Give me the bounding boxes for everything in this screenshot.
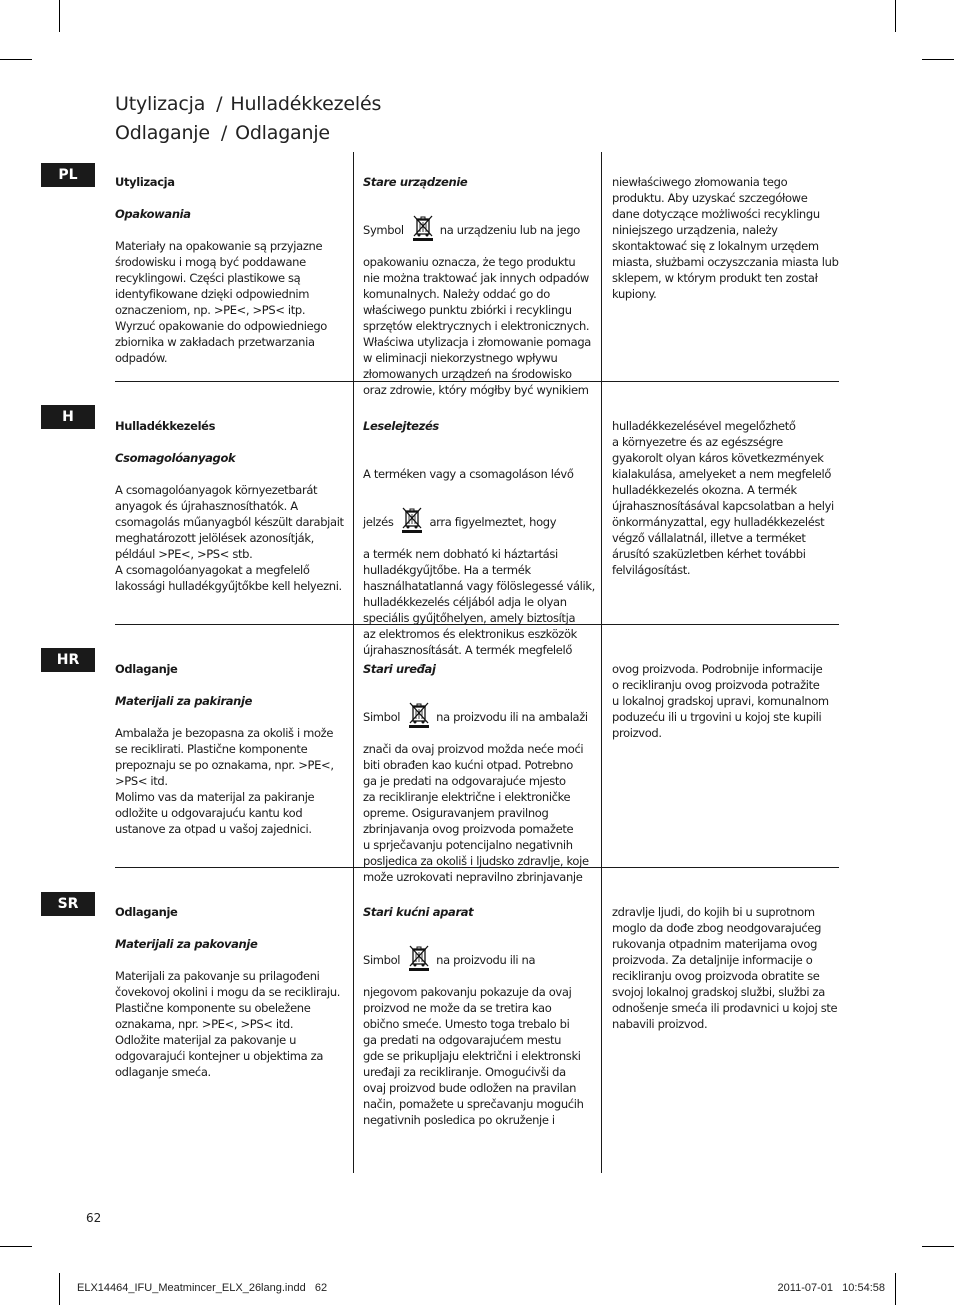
page-title-line-1: [115, 93, 381, 115]
section-heading: Utylizacja: [115, 175, 175, 189]
symbol-line: [363, 944, 597, 968]
section-h-col-3: [612, 402, 842, 594]
crop-mark-bottom-left-v: [59, 1273, 60, 1305]
crop-mark-top-left-h: [0, 59, 32, 60]
section-subheading: Csomagolóanyagok: [115, 451, 236, 465]
language-tag-h: H: [41, 405, 95, 429]
column-divider-1: [353, 152, 354, 1173]
page-number: 62: [86, 1211, 102, 1225]
section-hr-col-2: [363, 645, 597, 901]
footer-timestamp: 2011-07-01 10:54:58: [777, 1282, 885, 1294]
weee-bin-icon: [412, 214, 434, 242]
symbol-line: [363, 506, 597, 530]
section-heading: Hulladékkezelés: [115, 419, 216, 433]
page-title-line-2: [115, 122, 330, 144]
section-pl-col-2: [363, 158, 597, 414]
section-text: Materijali za pakovanje su prilagođeni čovekovoj okolini i mogu da se recikliraju. Plastične komponente su obeležene oznakama, npr. >PE<, >PS< itd. Odložite materijal za pakovanje u odgovarajući kontejner u objektima za odlaganje smeća.: [115, 969, 341, 1079]
weee-bin-icon: [401, 506, 423, 534]
symbol-lead-text: jelzés: [363, 515, 394, 529]
section-sr-col-2: [363, 888, 597, 1144]
section-intro: A terméken vagy a csomagoláson lévő: [363, 467, 574, 481]
symbol-lead-text: Symbol: [363, 223, 404, 237]
title-hulladekkezeles: Hulladékkezelés: [230, 93, 382, 115]
section-h-col-2: [363, 402, 597, 674]
weee-bin-icon: [408, 701, 430, 729]
section-pl-col-3: [612, 158, 842, 318]
section-pl-col-1: [115, 158, 347, 382]
footer-filename: ELX14464_IFU_Meatmincer_ELX_26lang.indd 62: [77, 1282, 328, 1294]
symbol-trail-text: na proizvodu ili na ambalaži: [436, 710, 588, 724]
crop-mark-top-right-h: [922, 59, 954, 60]
section-text: Materiały na opakowanie są przyjazne środowisku i mogą być poddawane recyklingowi. Części plastikowe są identyfikowane dzięki odpowiednim oznaczeniom, np. >PE<, >PS< itp. Wyrzuć opakowanie do odpowiedniego zbiornika w zakładach przetwarzania odpadów.: [115, 239, 327, 365]
symbol-trail-text: arra figyelmeztet, hogy: [429, 515, 557, 529]
section-text: ovog proizvoda. Podrobnije informacije o recikliranju ovog proizvoda potražite u lokalnoj gradskoj upravi, komunalnom poduzeću ili u trgovini u kojoj ste kupili proizvod.: [612, 662, 829, 740]
section-hr-col-1: [115, 645, 347, 853]
section-text: a termék nem dobható ki háztartási hulladékgyűjtőbe. Ha a termék használhatatlanná vagy fölöslegessé válik, hulladékkezelés céljából adja le olyan speciális gyűjtőhelyen, amely biztosítja az elektromos és elektronikus eszközök újrahasznosítását. A termék megfelelő: [363, 547, 595, 657]
symbol-trail-text: na urządzeniu lub na jego: [439, 223, 580, 237]
language-tag-pl: PL: [41, 163, 95, 187]
section-heading: Odlaganje: [115, 662, 178, 676]
section-h-col-1: [115, 402, 347, 610]
title-odlaganje-hr: Odlaganje: [115, 122, 210, 144]
title-odlaganje-sr: Odlaganje: [235, 122, 330, 144]
symbol-lead-text: Simbol: [363, 710, 401, 724]
symbol-line: [363, 701, 597, 725]
crop-mark-top-right-v: [895, 0, 896, 32]
section-subheading: Materijali za pakovanje: [115, 937, 258, 951]
crop-mark-bottom-right-v: [895, 1273, 896, 1305]
crop-mark-bottom-right-h: [922, 1246, 954, 1247]
title-separator: /: [220, 122, 228, 144]
section-text: opakowaniu oznacza, że tego produktu nie można traktować jak innych odpadów komunalnych. Należy oddać go do właściwego punktu zbiórki i recyklingu sprzętów elektrycznych i elektronicznych. Właściwa utylizacja i złomowanie pomaga w eliminacji niekorzystnego wpływu złomowanych urządzeń na środowisko oraz zdrowie, który mógłby być wynikiem: [363, 255, 591, 397]
section-text: znači da ovaj proizvod možda neće moći biti obrađen kao kućni otpad. Potrebno ga je predati na odgovarajuće mjesto za recikliranje električne i elektroničke opreme. Osiguravanjem pravilnog zbrinjavanja ovog proizvoda pomažete u sprječavanju potencijalno negativnih posljedica za okoliš i ljudsko zdravlje, koje može uzrokovati nepravilno zbrinjavanje: [363, 742, 589, 884]
section-subheading: Opakowania: [115, 207, 191, 221]
section-text: zdravlje ljudi, do kojih bi u suprotnom moglo da dođe zbog neodgovarajućeg rukovanja otpadnim materijama ovog proizvoda. Za detaljnije informacije o recikliranju ovog proizvoda obratite se svojoj lokalnoj gradskoj službi, službi za odnošenje smeća ili prodavnici u kojoj ste nabavili proizvod.: [612, 905, 838, 1031]
section-subheading: Leselejtezés: [363, 419, 439, 433]
section-sr-col-1: [115, 888, 347, 1096]
section-subheading: Stari kućni aparat: [363, 905, 474, 919]
section-subheading: Stare urządzenie: [363, 175, 468, 189]
language-tag-hr: HR: [41, 648, 95, 672]
column-divider-2: [601, 152, 602, 1173]
section-heading: Odlaganje: [115, 905, 178, 919]
section-hr-col-3: [612, 645, 842, 757]
section-subheading: Stari uređaj: [363, 662, 436, 676]
crop-mark-bottom-left-h: [0, 1246, 32, 1247]
weee-bin-icon: [408, 944, 430, 972]
symbol-trail-text: na proizvodu ili na: [436, 953, 536, 967]
section-subheading: Materijali za pakiranje: [115, 694, 253, 708]
symbol-line: [363, 214, 597, 238]
section-text: niewłaściwego złomowania tego produktu. Aby uzyskać szczegółowe dane dotyczące możliwości recyklingu niniejszego urządzenia, należy skontaktować się z lokalnym urzędem miasta, służbami oczyszczania miasta lub sklepem, w którym produkt ten został kupiony.: [612, 175, 839, 301]
section-text: hulladékkezelésével megelőzhető a környezetre és az egészségre gyakorolt olyan káros következmények kialakulása, amelyeket a nem megfelelő hulladékkezelés okozna. A termék újrahasznosításával kapcsolatban a helyi önkormányzattal, egy hulladékkezelést végző vállalatnál, illetve a terméket árusító szaküzletben kérhet további felvilágosítást.: [612, 419, 834, 577]
title-utylizacja: Utylizacja: [115, 93, 206, 115]
section-sr-col-3: [612, 888, 842, 1048]
section-text: njegovom pakovanju pokazuje da ovaj proizvod ne može da se tretira kao obično smeće. Umesto toga trebalo bi ga predati na odgovarajućem mestu gde se prikupljaju električni i elektronski uređaji za recikliranje. Omogućivši da ovaj proizvod bude odložen na pravilan način, pomažete u sprečavanju mogućih negativnih posledica po okruženje i: [363, 985, 584, 1127]
title-separator: /: [216, 93, 223, 115]
section-text: Ambalaža je bezopasna za okoliš i može se reciklirati. Plastične komponente prepoznaju se po oznakama, npr. >PE<, >PS< itd. Molimo vas da materijal za pakiranje odložite u odgovarajuću kantu kod ustanove za otpad u vašoj zajednici.: [115, 726, 334, 836]
language-tag-sr: SR: [41, 892, 95, 916]
crop-mark-top-left-v: [59, 0, 60, 32]
symbol-lead-text: Simbol: [363, 953, 401, 967]
section-text: A csomagolóanyagok környezetbarát anyagok és újrahasznosíthatók. A csomagolás műanyagból készült darabjait meghatározott jelölések azonosítják, például >PE<, >PS< stb. A csomagolóanyagokat a megfelelő lakossági hulladékgyűjtőkbe kell helyezni.: [115, 483, 344, 593]
